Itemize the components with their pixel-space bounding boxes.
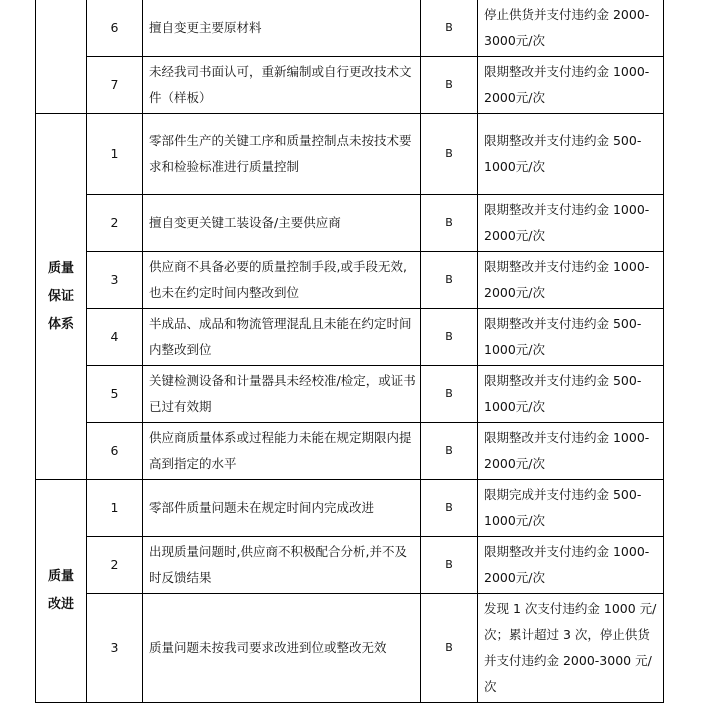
severity-level: B [421, 252, 478, 309]
penalty-text: 限期整改并支付违约金 500-1000元/次 [478, 366, 664, 423]
item-description: 零部件生产的关键工序和质量控制点未按技术要求和检验标准进行质量控制 [143, 114, 421, 195]
severity-level: B [421, 114, 478, 195]
severity-level: B [421, 423, 478, 480]
penalty-text: 限期整改并支付违约金 1000-2000元/次 [478, 537, 664, 594]
penalty-text: 限期整改并支付违约金 1000-2000元/次 [478, 423, 664, 480]
item-number: 1 [87, 480, 143, 537]
severity-level: B [421, 480, 478, 537]
item-number: 1 [87, 114, 143, 195]
table-row [36, 0, 664, 57]
penalty-text: 限期整改并支付违约金 1000-2000元/次 [478, 252, 664, 309]
severity-level: B [421, 309, 478, 366]
penalty-text: 停止供货并支付违约金 2000-3000元/次 [478, 0, 664, 57]
table-row [36, 309, 664, 366]
severity-level: B [421, 594, 478, 703]
item-description: 供应商质量体系或过程能力未能在规定期限内提高到指定的水平 [143, 423, 421, 480]
severity-level: B [421, 57, 478, 114]
category-cell [36, 114, 87, 480]
item-description: 出现质量问题时,供应商不积极配合分析,并不及时反馈结果 [143, 537, 421, 594]
item-description: 擅自变更关键工装设备/主要供应商 [143, 195, 421, 252]
item-number: 6 [87, 423, 143, 480]
item-description: 未经我司书面认可，重新编制或自行更改技术文件（样板） [143, 57, 421, 114]
table-row [36, 252, 664, 309]
severity-level: B [421, 0, 478, 57]
item-number: 5 [87, 366, 143, 423]
table-row [36, 366, 664, 423]
item-number: 2 [87, 195, 143, 252]
item-description: 供应商不具备必要的质量控制手段,或手段无效,也未在约定时间内整改到位 [143, 252, 421, 309]
penalty-text: 限期完成并支付违约金 500-1000元/次 [478, 480, 664, 537]
table-row [36, 114, 664, 195]
item-description: 半成品、成品和物流管理混乱且未能在约定时间内整改到位 [143, 309, 421, 366]
severity-level: B [421, 366, 478, 423]
penalty-text: 限期整改并支付违约金 1000-2000元/次 [478, 195, 664, 252]
table-row [36, 57, 664, 114]
category-cell [36, 0, 87, 114]
severity-level: B [421, 195, 478, 252]
item-description: 零部件质量问题未在规定时间内完成改进 [143, 480, 421, 537]
item-number: 3 [87, 252, 143, 309]
item-description: 质量问题未按我司要求改进到位或整改无效 [143, 594, 421, 703]
table-row [36, 195, 664, 252]
category-label: 质量改进 [47, 569, 74, 612]
penalty-table [35, 0, 664, 703]
category-cell [36, 480, 87, 703]
item-number: 6 [87, 0, 143, 57]
penalty-text: 发现 1 次支付违约金 1000 元/次；累计超过 3 次，停止供货并支付违约金 2000-3000 元/次 [478, 594, 664, 703]
table-row [36, 594, 664, 703]
item-number: 2 [87, 537, 143, 594]
category-label: 质量保证体系 [47, 260, 74, 332]
penalty-text: 限期整改并支付违约金 1000-2000元/次 [478, 57, 664, 114]
table-row [36, 480, 664, 537]
penalty-text: 限期整改并支付违约金 500-1000元/次 [478, 114, 664, 195]
penalty-text: 限期整改并支付违约金 500-1000元/次 [478, 309, 664, 366]
item-description: 擅自变更主要原材料 [143, 0, 421, 57]
item-number: 4 [87, 309, 143, 366]
item-number: 3 [87, 594, 143, 703]
item-description: 关键检测设备和计量器具未经校准/检定，或证书已过有效期 [143, 366, 421, 423]
table-row [36, 423, 664, 480]
severity-level: B [421, 537, 478, 594]
table-row [36, 537, 664, 594]
item-number: 7 [87, 57, 143, 114]
